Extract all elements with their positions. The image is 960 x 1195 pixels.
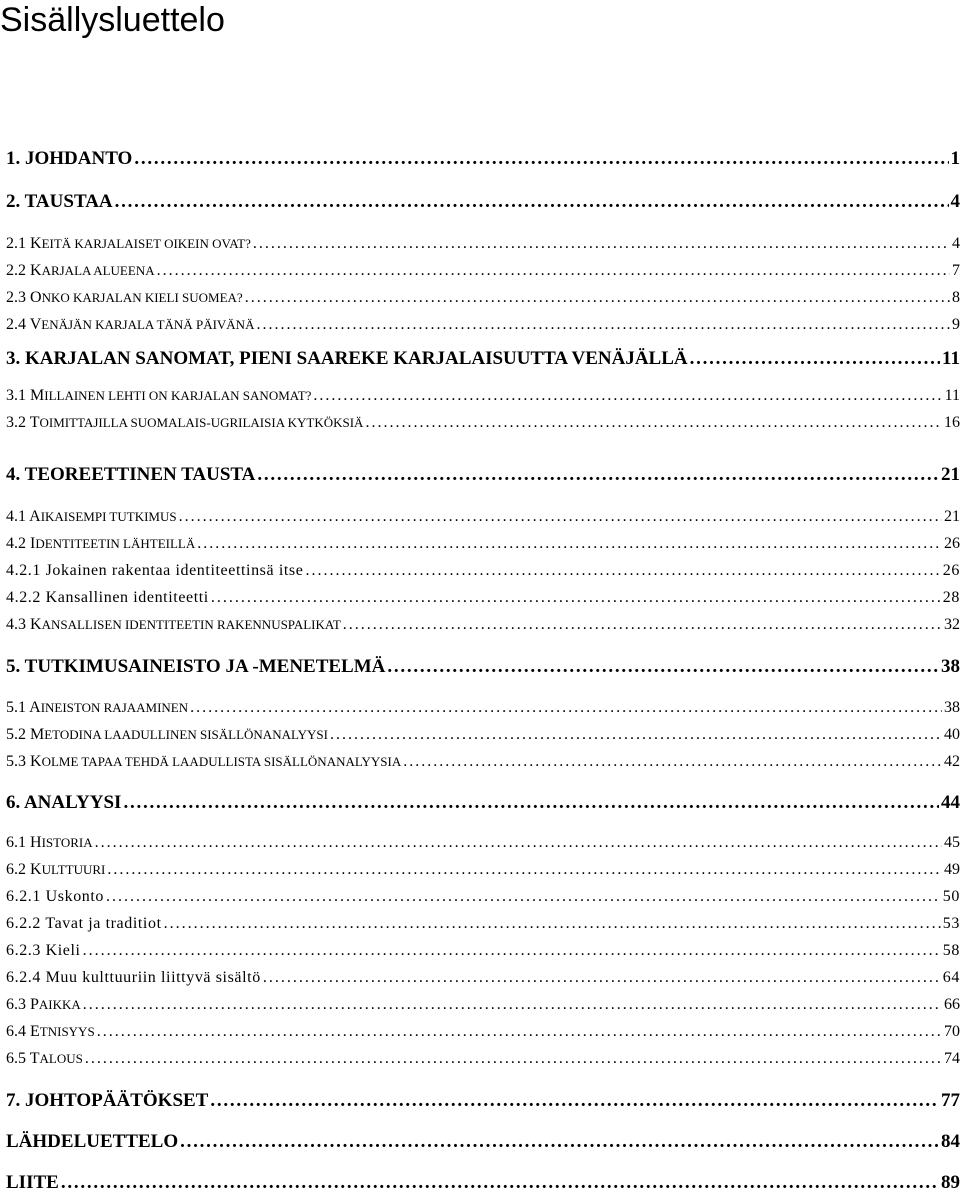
toc-entry-number: 6.1: [6, 834, 30, 851]
toc-entry[interactable]: [6, 348, 960, 370]
toc-entry-number: 6.2.4: [6, 969, 46, 986]
toc-entry-heading-rest: OLME TAPAA TEHDÄ LAADULLISTA SISÄLLÖNANALYYSIA: [41, 754, 402, 769]
toc-entry-number: 6.5: [6, 1050, 30, 1067]
toc-entry[interactable]: [6, 942, 960, 960]
toc-entry[interactable]: [6, 289, 960, 307]
toc-entry-heading: Jokainen rakentaa identiteettinsä itse: [45, 562, 304, 579]
toc-entry-label: [6, 616, 341, 634]
toc-entry[interactable]: [6, 535, 960, 553]
toc-entry-number: 5.3: [6, 753, 30, 770]
toc-entry-label: [6, 726, 328, 744]
dot-leader: [343, 616, 942, 634]
toc-entry-label: [6, 191, 113, 213]
toc-entry-heading: K: [30, 262, 42, 279]
toc-entry-heading: O: [30, 289, 42, 306]
toc-entry-heading-rest: IKAISEMPI TUTKIMUS: [40, 509, 177, 524]
toc-entry-number: 6.: [6, 792, 24, 813]
toc-entry-heading: K: [30, 753, 42, 770]
dot-leader: [95, 834, 942, 852]
toc-entry-heading-rest: ISTORIA: [41, 835, 93, 850]
dot-leader: [157, 262, 950, 280]
toc-entry-number: 2.: [6, 191, 25, 212]
toc-entry-page-number: 16: [944, 414, 960, 431]
toc-entry-page-number: 70: [944, 1023, 960, 1040]
toc-entry-number: 5.2: [6, 726, 30, 743]
toc-entry-heading-rest: DENTITEETIN LÄHTEILLÄ: [35, 536, 196, 551]
toc-entry-number: 7.: [6, 1090, 25, 1111]
toc-entry[interactable]: [6, 464, 960, 486]
toc-entry-label: [6, 861, 105, 879]
dot-leader: [263, 969, 941, 987]
toc-entry[interactable]: [6, 235, 960, 253]
toc-entry[interactable]: [6, 888, 960, 906]
toc-entry[interactable]: [6, 1023, 960, 1041]
toc-entry-heading-rest: ALOUS: [39, 1051, 83, 1066]
toc-entry-label: [6, 792, 121, 814]
toc-entry-page-number: 40: [944, 726, 960, 743]
toc-entry[interactable]: [6, 969, 960, 987]
toc-entry-page-number: 44: [941, 792, 960, 813]
dot-leader: [180, 1131, 939, 1153]
toc-entry-page-number: 4: [950, 191, 960, 212]
toc-entry-page-number: 45: [944, 834, 960, 851]
toc-entry-number: 6.2.2: [6, 915, 46, 932]
toc-entry-page-number: 28: [942, 589, 960, 606]
dot-leader: [245, 289, 950, 307]
toc-entry[interactable]: [6, 699, 960, 717]
toc-entry-label: [6, 996, 81, 1014]
toc-entry-label: [6, 1023, 95, 1041]
toc-entry-label: [6, 969, 261, 987]
toc-entry-heading-rest: ULTTUURI: [41, 862, 106, 877]
dot-leader: [211, 589, 941, 607]
toc-entry-heading: ANALYYSI: [23, 792, 122, 813]
toc-entry-heading: KARJALAN SANOMAT, PIENI SAAREKE KARJALAISUUTTA VENÄJÄLLÄ: [25, 348, 688, 369]
toc-entry-number: 6.3: [6, 996, 30, 1013]
toc-entry-page-number: 42: [944, 753, 960, 770]
dot-leader: [83, 996, 942, 1014]
toc-entry-number: 2.1: [6, 235, 30, 252]
dot-leader: [85, 1050, 942, 1068]
toc-entry-number: 6.2.3: [6, 942, 46, 959]
dot-leader: [134, 148, 948, 170]
toc-entry-number: 3.: [6, 348, 25, 369]
toc-entry[interactable]: [6, 656, 960, 678]
toc-entry-label: [6, 753, 401, 771]
dot-leader: [179, 508, 942, 526]
toc-entry[interactable]: [6, 726, 960, 744]
toc-entry[interactable]: [6, 148, 960, 170]
toc-entry-number: 2.4: [6, 316, 30, 333]
dot-leader: [365, 414, 942, 432]
toc-entry-label: [6, 699, 188, 717]
toc-entry-heading: Muu kulttuuriin liittyvä sisältö: [45, 969, 261, 986]
toc-entry-label: [6, 656, 385, 678]
dot-leader: [106, 888, 941, 906]
toc-entry[interactable]: [6, 1131, 960, 1153]
toc-entry-page-number: 9: [952, 316, 960, 333]
toc-entry-number: 5.: [6, 656, 25, 677]
toc-entry-page-number: 89: [941, 1172, 960, 1193]
toc-entry-page-number: 77: [941, 1090, 960, 1111]
toc-entry-heading: TEOREETTINEN TAUSTA: [24, 464, 256, 485]
toc-entry-heading: K: [30, 616, 42, 633]
toc-entry-heading: A: [29, 508, 41, 525]
toc-entry-page-number: 53: [942, 915, 960, 932]
dot-leader: [61, 1172, 939, 1194]
toc-entry[interactable]: [6, 1172, 960, 1194]
toc-entry-label: [6, 414, 363, 432]
toc-entry-label: [6, 316, 254, 334]
toc-entry-heading-rest: TNISYYS: [39, 1024, 95, 1039]
toc-entry-heading: M: [30, 387, 45, 404]
toc-entry-label: [6, 535, 195, 553]
toc-entry-heading: H: [30, 834, 42, 851]
toc-entry-label: [6, 1050, 83, 1068]
toc-entry-heading: JOHTOPÄÄTÖKSET: [25, 1090, 209, 1111]
toc-entry[interactable]: [6, 589, 960, 607]
toc-entry-label: [6, 1090, 208, 1112]
toc-entry-page-number: 74: [944, 1050, 960, 1067]
toc-entry-label: [6, 348, 688, 370]
toc-entry-heading: T: [29, 414, 40, 431]
toc-entry-heading-rest: ANSALLISEN IDENTITEETIN RAKENNUSPALIKAT: [41, 617, 341, 632]
toc-entry-page-number: 1: [950, 148, 960, 169]
dot-leader: [123, 792, 939, 814]
toc-entry-page-number: 21: [944, 508, 960, 525]
dot-leader: [403, 753, 942, 771]
toc-entry-heading: A: [29, 699, 41, 716]
toc-entry-heading-rest: ENÄJÄN KARJALA TÄNÄ PÄIVÄNÄ: [41, 317, 255, 332]
toc-entry-heading-rest: ILLAINEN LEHTI ON KARJALAN SANOMAT?: [44, 388, 312, 403]
toc-entry[interactable]: [6, 387, 960, 405]
dot-leader: [256, 316, 950, 334]
toc-entry[interactable]: [6, 1050, 960, 1068]
toc-entry-heading: Kansallinen identiteetti: [45, 589, 209, 606]
toc-entry-page-number: 32: [944, 616, 960, 633]
toc-entry-heading: Tavat ja traditiot: [45, 915, 162, 932]
toc-entry-number: 4.2.2: [6, 589, 46, 606]
toc-entry-label: [6, 235, 251, 253]
toc-entry[interactable]: [6, 316, 960, 334]
toc-entry-heading-rest: AIKKA: [38, 997, 81, 1012]
toc-entry-heading: T: [29, 1050, 40, 1067]
dot-leader: [83, 942, 941, 960]
page-title: Sisällysluettelo: [0, 1, 225, 39]
dot-leader: [330, 726, 942, 744]
toc-entry-heading: K: [30, 861, 42, 878]
toc-entry[interactable]: [6, 562, 960, 580]
toc-entry-number: 2.2: [6, 262, 30, 279]
toc-entry-page-number: 58: [942, 942, 960, 959]
toc-entry-page-number: 11: [944, 387, 960, 404]
toc-entry[interactable]: [6, 753, 960, 771]
toc-entry-page-number: 38: [944, 699, 960, 716]
toc-entry-number: 4.: [6, 464, 25, 485]
toc-entry-heading: M: [30, 726, 45, 743]
toc-entry-label: [6, 464, 255, 486]
toc-entry-heading: LIITE: [6, 1172, 59, 1193]
dot-leader: [190, 699, 942, 717]
toc-entry-page-number: 4: [952, 235, 960, 252]
toc-entry-number: 1.: [6, 148, 25, 169]
toc-entry[interactable]: [6, 262, 960, 280]
toc-entry-page-number: 7: [952, 262, 960, 279]
toc-entry-page-number: 21: [941, 464, 960, 485]
toc-entry-heading: LÄHDELUETTELO: [6, 1131, 179, 1152]
toc-entry-page-number: 50: [942, 888, 960, 905]
toc-entry-page-number: 26: [942, 562, 960, 579]
toc-entry[interactable]: [6, 792, 960, 814]
dot-leader: [115, 191, 949, 213]
toc-entry[interactable]: [6, 861, 960, 879]
toc-entry-label: [6, 888, 104, 906]
toc-entry-heading-rest: EITÄ KARJALAISET OIKEIN OVAT?: [41, 236, 251, 251]
toc-entry[interactable]: [6, 1090, 960, 1112]
toc-entry-page-number: 11: [942, 348, 960, 369]
toc-entry-label: [6, 915, 162, 933]
dot-leader: [690, 348, 940, 370]
toc-entry-label: [6, 589, 209, 607]
toc-entry[interactable]: [6, 508, 960, 526]
toc-entry-number: 5.1: [6, 699, 30, 716]
toc-entry-label: [6, 1131, 178, 1153]
toc-entry[interactable]: [6, 616, 960, 634]
toc-entry[interactable]: [6, 191, 960, 213]
dot-leader: [164, 915, 941, 933]
toc-entry-number: 6.2: [6, 861, 30, 878]
toc-entry-label: [6, 562, 303, 580]
toc-entry-number: 3.2: [6, 414, 30, 431]
toc-entry-label: [6, 942, 81, 960]
toc-entry-heading-rest: INEISTON RAJAAMINEN: [40, 700, 189, 715]
dot-leader: [257, 464, 939, 486]
toc-entry-page-number: 26: [944, 535, 960, 552]
dot-leader: [305, 562, 940, 580]
toc-entry-number: 6.2.1: [6, 888, 46, 905]
dot-leader: [107, 861, 942, 879]
toc-entry-label: [6, 148, 132, 170]
toc-entry[interactable]: [6, 996, 960, 1014]
toc-entry-heading: P: [30, 996, 39, 1013]
dot-leader: [97, 1023, 942, 1041]
toc-entry-number: 2.3: [6, 289, 30, 306]
toc-entry-number: 3.1: [6, 387, 30, 404]
toc-entry-page-number: 49: [944, 861, 960, 878]
toc-entry-label: [6, 834, 93, 852]
toc-entry-heading-rest: NKO KARJALAN KIELI SUOMEA?: [41, 290, 243, 305]
dot-leader: [253, 235, 950, 253]
toc-entry-label: [6, 1172, 59, 1194]
toc-entry-page-number: 8: [952, 289, 960, 306]
toc-entry-page-number: 66: [944, 996, 960, 1013]
toc-entry-heading-rest: ARJALA ALUEENA: [41, 263, 155, 278]
toc-entry-page-number: 84: [941, 1131, 960, 1152]
toc-entry-heading: E: [30, 1023, 40, 1040]
toc-entry-heading-rest: OIMITTAJILLA SUOMALAIS-UGRILAISIA KYTKÖKSIÄ: [39, 415, 364, 430]
toc-entry-label: [6, 387, 311, 405]
toc-entry-number: 4.2: [6, 535, 30, 552]
toc-entry-heading: V: [29, 316, 42, 333]
dot-leader: [387, 656, 939, 678]
toc-entry[interactable]: [6, 834, 960, 852]
toc-entry-label: [6, 262, 155, 280]
toc-entry-page-number: 64: [942, 969, 960, 986]
dot-leader: [313, 387, 942, 405]
toc-entry-heading: Uskonto: [45, 888, 105, 905]
toc-entry-label: [6, 508, 177, 526]
toc-entry-number: 6.4: [6, 1023, 30, 1040]
toc-entry-page-number: 38: [941, 656, 960, 677]
toc-entry-heading: Kieli: [45, 942, 81, 959]
toc-entry-heading: I: [30, 535, 36, 552]
toc-entry-heading: TUTKIMUSAINEISTO JA -MENETELMÄ: [24, 656, 386, 677]
toc-entry-heading: K: [30, 235, 42, 252]
toc-entry-heading: JOHDANTO: [25, 148, 133, 169]
toc-entry-number: 4.1: [6, 508, 30, 525]
toc-entry[interactable]: [6, 915, 960, 933]
toc-entry-label: [6, 289, 243, 307]
dot-leader: [210, 1090, 939, 1112]
dot-leader: [197, 535, 942, 553]
toc-entry-heading: TAUSTAA: [24, 191, 113, 212]
toc-entry[interactable]: [6, 414, 960, 432]
toc-entry-number: 4.2.1: [6, 562, 46, 579]
toc-entry-number: 4.3: [6, 616, 30, 633]
toc-entry-heading-rest: ETODINA LAADULLINEN SISÄLLÖNANALYYSI: [44, 727, 328, 742]
